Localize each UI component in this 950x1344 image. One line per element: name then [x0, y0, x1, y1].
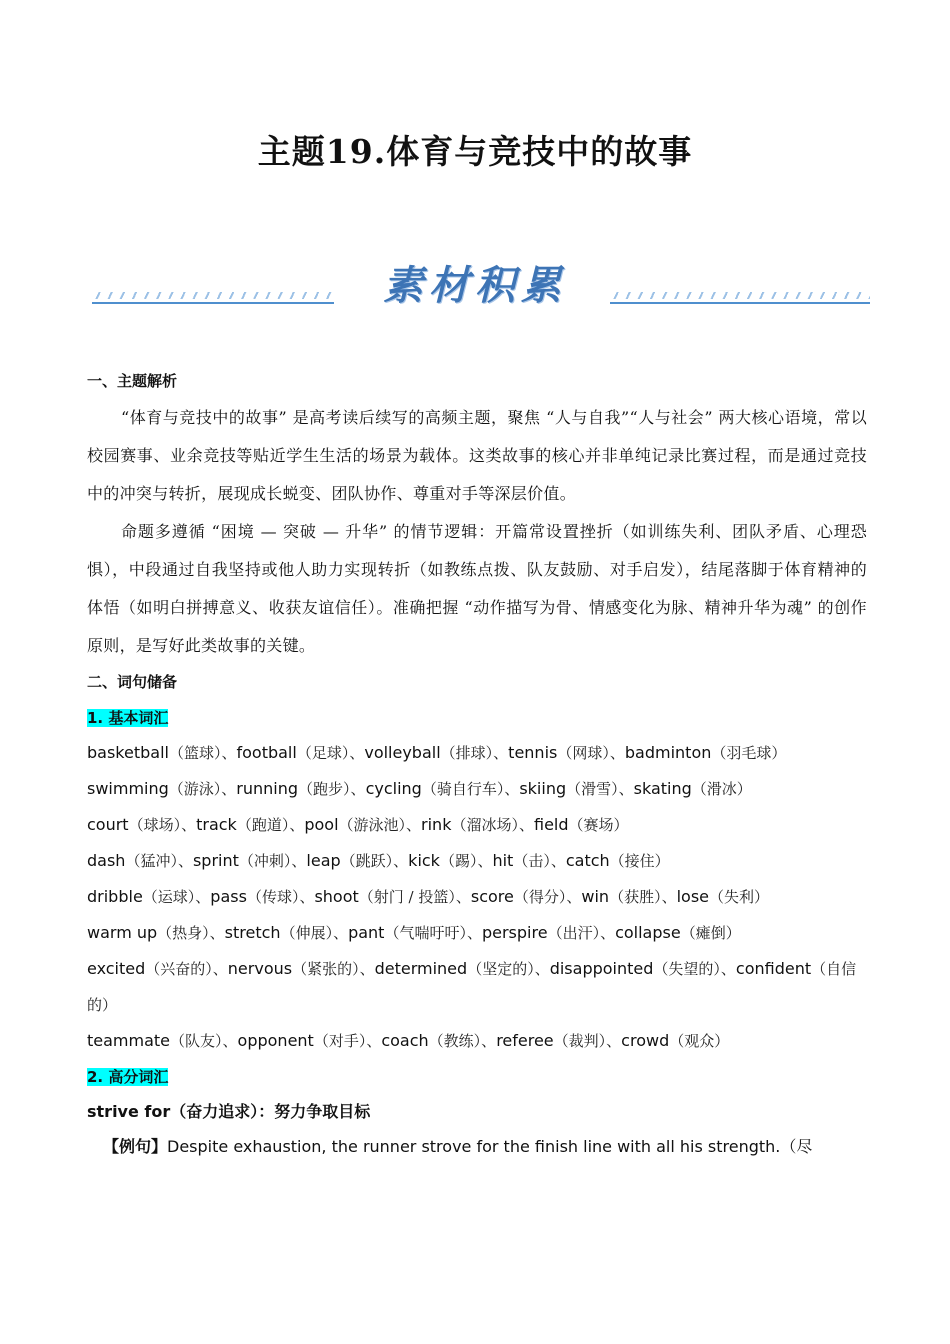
vocab-word: rink	[421, 815, 452, 834]
vocab-line	[87, 951, 867, 1023]
vocab-meaning: （失利）	[709, 888, 770, 906]
vocab-word: kick	[408, 851, 440, 870]
vocab-word: excited	[87, 959, 146, 978]
phrase-entry	[87, 1094, 867, 1129]
vocab-word: volleyball	[364, 743, 441, 762]
vocab-meaning: （裁判）、	[553, 1032, 622, 1050]
vocab-word: leap	[306, 851, 341, 870]
vocab-word: disappointed	[549, 959, 654, 978]
vocab-word: confident	[735, 959, 812, 978]
vocab-meaning: （踢）、	[439, 852, 493, 870]
vocab-word: nervous	[227, 959, 293, 978]
vocab-word: stretch	[224, 923, 281, 942]
vocab-word: track	[196, 815, 237, 834]
vocab-meaning: （滑冰）	[691, 780, 752, 798]
vocab-line	[87, 771, 867, 807]
example-label: 【例句】	[103, 1137, 168, 1156]
vocab-word: football	[236, 743, 297, 762]
vocab-word: dash	[87, 851, 126, 870]
vocab-word: cycling	[365, 779, 422, 798]
vocab-meaning: （猛冲）、	[125, 852, 193, 870]
banner-title: 素材积累	[383, 262, 567, 309]
vocab-meaning: （观众）	[669, 1032, 730, 1050]
vocab-word: lose	[676, 887, 709, 906]
vocab-meaning: （失望的）、	[653, 960, 736, 978]
vocab-meaning: （击）、	[513, 852, 566, 870]
vocab-word: opponent	[237, 1031, 314, 1050]
analysis-paragraph-1: “体育与竞技中的故事” 是高考读后续写的高频主题，聚焦 “人与自我”“人与社会” 两大核心语境，常以校园赛事、业余竞技等贴近学生生活的场景为载体。这类故事的核心并非单纯记录比赛过程，而是通过竞技中的冲突与转折，展现成长蜕变、团队协作、尊重对手等深层价值。	[87, 408, 867, 503]
vocab-word: tennis	[508, 743, 558, 762]
banner-left-line	[92, 290, 334, 304]
vocab-meaning: （游泳池）、	[338, 816, 422, 834]
vocab-word: teammate	[87, 1031, 171, 1050]
analysis-paragraph-2: 命题多遵循 “困境 — 突破 — 升华” 的情节逻辑：开篇常设置挫折（如训练失利、团队矛盾、心理恐惧），中段通过自我坚持或他人助力实现转折（如教练点拨、队友鼓励、对手启发），结尾落脚于体育精神的体悟（如明白拼搏意义、收获友谊信任）。准确把握 “动作描写为骨、情感变化为脉、精神升华为魂” 的创作原则，是写好此类故事的关键。	[87, 522, 867, 655]
subheading-basic-vocab: 1. 基本词汇	[87, 709, 169, 727]
phrase-english: strive for	[87, 1102, 171, 1121]
vocab-word: skating	[633, 779, 692, 798]
vocab-word: catch	[565, 851, 610, 870]
vocab-meaning: （跑步）、	[298, 780, 366, 798]
vocab-word: determined	[374, 959, 468, 978]
document-body	[87, 364, 867, 1165]
vocab-word: collapse	[615, 923, 681, 942]
vocab-word: badminton	[624, 743, 712, 762]
vocab-meaning: （接住）	[609, 852, 670, 870]
subheading-advanced-vocab: 2. 高分词汇	[87, 1068, 169, 1086]
vocab-word: coach	[381, 1031, 429, 1050]
vocab-line	[87, 915, 867, 951]
vocab-word: field	[533, 815, 569, 834]
vocab-meaning: （队友）、	[170, 1032, 238, 1050]
vocab-meaning: （网球）、	[557, 744, 625, 762]
vocab-line	[87, 843, 867, 879]
vocab-word: skiing	[519, 779, 567, 798]
example-english: Despite exhaustion, the runner strove for the finish line with all his strength.	[167, 1137, 781, 1156]
vocab-word: hit	[492, 851, 514, 870]
section-heading-analysis: 一、主题解析	[87, 372, 178, 390]
vocab-meaning: （球场）、	[128, 816, 197, 834]
vocab-list	[87, 735, 867, 1059]
vocab-meaning: （羽毛球）	[711, 744, 787, 762]
vocab-meaning: （篮球）、	[168, 744, 237, 762]
banner-right-line	[610, 290, 870, 304]
page-title: 主题19.体育与竞技中的故事	[257, 132, 693, 171]
vocab-meaning: （对手）、	[313, 1032, 382, 1050]
example-tail: （尽	[780, 1137, 813, 1156]
vocab-meaning: （溜冰场）、	[451, 816, 534, 834]
vocab-meaning: （紧张的）、	[292, 960, 375, 978]
vocab-word: court	[87, 815, 129, 834]
vocab-meaning: （坚定的）、	[467, 960, 550, 978]
vocab-meaning: （瘫倒）	[680, 924, 741, 942]
vocab-word: pool	[304, 815, 339, 834]
vocab-meaning: （气喘吁吁）、	[384, 924, 482, 942]
vocab-meaning: （兴奋的）、	[145, 960, 228, 978]
vocab-word: dribble	[87, 887, 143, 906]
vocab-meaning: （足球）、	[296, 744, 365, 762]
vocab-meaning: （赛场）	[568, 816, 629, 834]
vocab-meaning: （教练）、	[428, 1032, 497, 1050]
vocab-meaning: （伸展）、	[280, 924, 349, 942]
vocab-meaning: （跳跃）、	[340, 852, 409, 870]
vocab-meaning: （骑自行车）、	[421, 780, 520, 798]
vocab-line	[87, 1023, 867, 1059]
vocab-meaning: （滑雪）、	[566, 780, 634, 798]
example-sentence	[87, 1129, 867, 1165]
vocab-line	[87, 807, 867, 843]
phrase-chinese: （奋力追求）：努力争取目标	[170, 1102, 371, 1121]
vocab-word: shoot	[314, 887, 359, 906]
vocab-word: pass	[210, 887, 247, 906]
vocab-line	[87, 735, 867, 771]
vocab-meaning: （热身）、	[157, 924, 225, 942]
vocab-word: score	[470, 887, 514, 906]
vocab-word: basketball	[87, 743, 169, 762]
vocab-word: sprint	[192, 851, 239, 870]
vocab-meaning: （排球）、	[440, 744, 509, 762]
vocab-meaning: （得分）、	[513, 888, 582, 906]
vocab-meaning: （出汗）、	[547, 924, 616, 942]
vocab-meaning: （射门 / 投篮）、	[358, 888, 471, 906]
vocab-meaning: （获胜）、	[609, 888, 677, 906]
vocab-line	[87, 879, 867, 915]
vocab-meaning: （跑道）、	[236, 816, 305, 834]
vocab-word: crowd	[621, 1031, 670, 1050]
section-heading-vocabulary: 二、词句储备	[87, 673, 178, 691]
vocab-word: swimming	[87, 779, 169, 798]
vocab-word: referee	[496, 1031, 554, 1050]
vocab-word: win	[581, 887, 610, 906]
vocab-word: running	[236, 779, 299, 798]
vocab-meaning: （传球）、	[246, 888, 315, 906]
vocab-word: pant	[348, 923, 385, 942]
vocab-meaning: （冲刺）、	[238, 852, 307, 870]
vocab-meaning: （自信的）	[87, 960, 857, 1014]
vocab-word: perspire	[481, 923, 548, 942]
vocab-word: warm up	[87, 923, 158, 942]
vocab-meaning: （运球）、	[142, 888, 211, 906]
vocab-meaning: （游泳）、	[168, 780, 237, 798]
